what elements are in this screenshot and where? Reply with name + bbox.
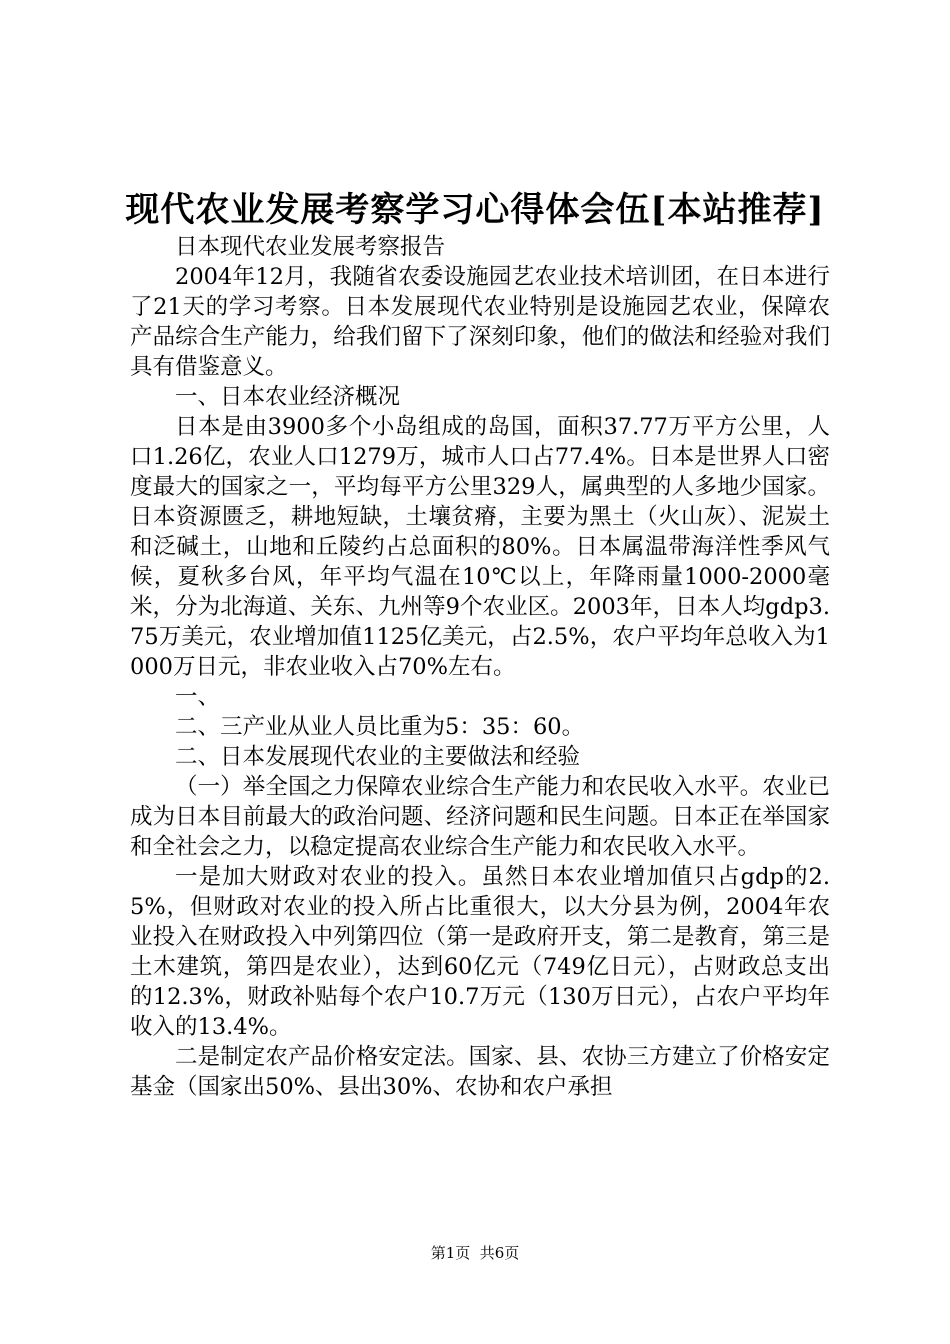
document-body xyxy=(130,232,830,1102)
document-title: 现代农业发展考察学习心得体会伍[本站推荐] xyxy=(125,190,825,230)
paragraph-employment-ratio: 二、三产业从业人员比重为5：35：60。 xyxy=(175,714,585,740)
section-heading-1: 一、日本农业经济概况 xyxy=(175,384,401,410)
paragraph-national-effort: （一）举全国之力保障农业综合生产能力和农民收入水平。农业已成为日本目前最大的政治问题、经济问题和民生问题。日本正在举国家和全社会之力，以稳定提高农业综合生产能力和农民收入水平。 xyxy=(130,774,830,860)
page-footer: 第1页 共6页 xyxy=(430,1244,520,1262)
paragraph-subtitle: 日本现代农业发展考察报告 xyxy=(175,234,446,260)
paragraph-overview: 日本是由3900多个小岛组成的岛国，面积37.77万平方公里，人口1.26亿，农业人口1279万，城市人口占77.4%。日本是世界人口密度最大的国家之一，平均每平方公里329人，属典型的人多地少国家。日本资源匮乏，耕地短缺，土壤贫瘠，主要为黑土（火山灰）、泥炭土和泛碱土，山地和丘陵约占总面积的80%。日本属温带海洋性季风气候，夏秋多台风，年平均气温在10℃以上，年降雨量1000-2000毫米，分为北海道、关东、九州等9个农业区。2003年，日本人均gdp3.75万美元，农业增加值1125亿美元，占2.5%，农户平均年总收入为1000万日元，非农业收入占70%左右。 xyxy=(130,414,830,680)
paragraph-price-stability: 二是制定农产品价格安定法。国家、县、农协三方建立了价格安定基金（国家出50%、县出30%、农协和农户承担 xyxy=(130,1044,830,1100)
paragraph-intro: 2004年12月，我随省农委设施园艺农业技术培训团，在日本进行了21天的学习考察。日本发展现代农业特别是设施园艺农业，保障农产品综合生产能力，给我们留下了深刻印象，他们的做法和经验对我们具有借鉴意义。 xyxy=(130,264,830,380)
paragraph-fiscal-investment: 一是加大财政对农业的投入。虽然日本农业增加值只占gdp的2.5%，但财政对农业的投入所占比重很大，以大分县为例，2004年农业投入在财政投入中列第四位（第一是政府开支，第二是教育，第三是土木建筑，第四是农业），达到60亿元（749亿日元），占财政总支出的12.3%，财政补贴每个农户10.7万元（130万日元），占农户平均年收入的13.4%。 xyxy=(130,864,830,1040)
paragraph-fragment: 一、 xyxy=(175,684,221,710)
section-heading-2: 二、日本发展现代农业的主要做法和经验 xyxy=(175,744,581,770)
